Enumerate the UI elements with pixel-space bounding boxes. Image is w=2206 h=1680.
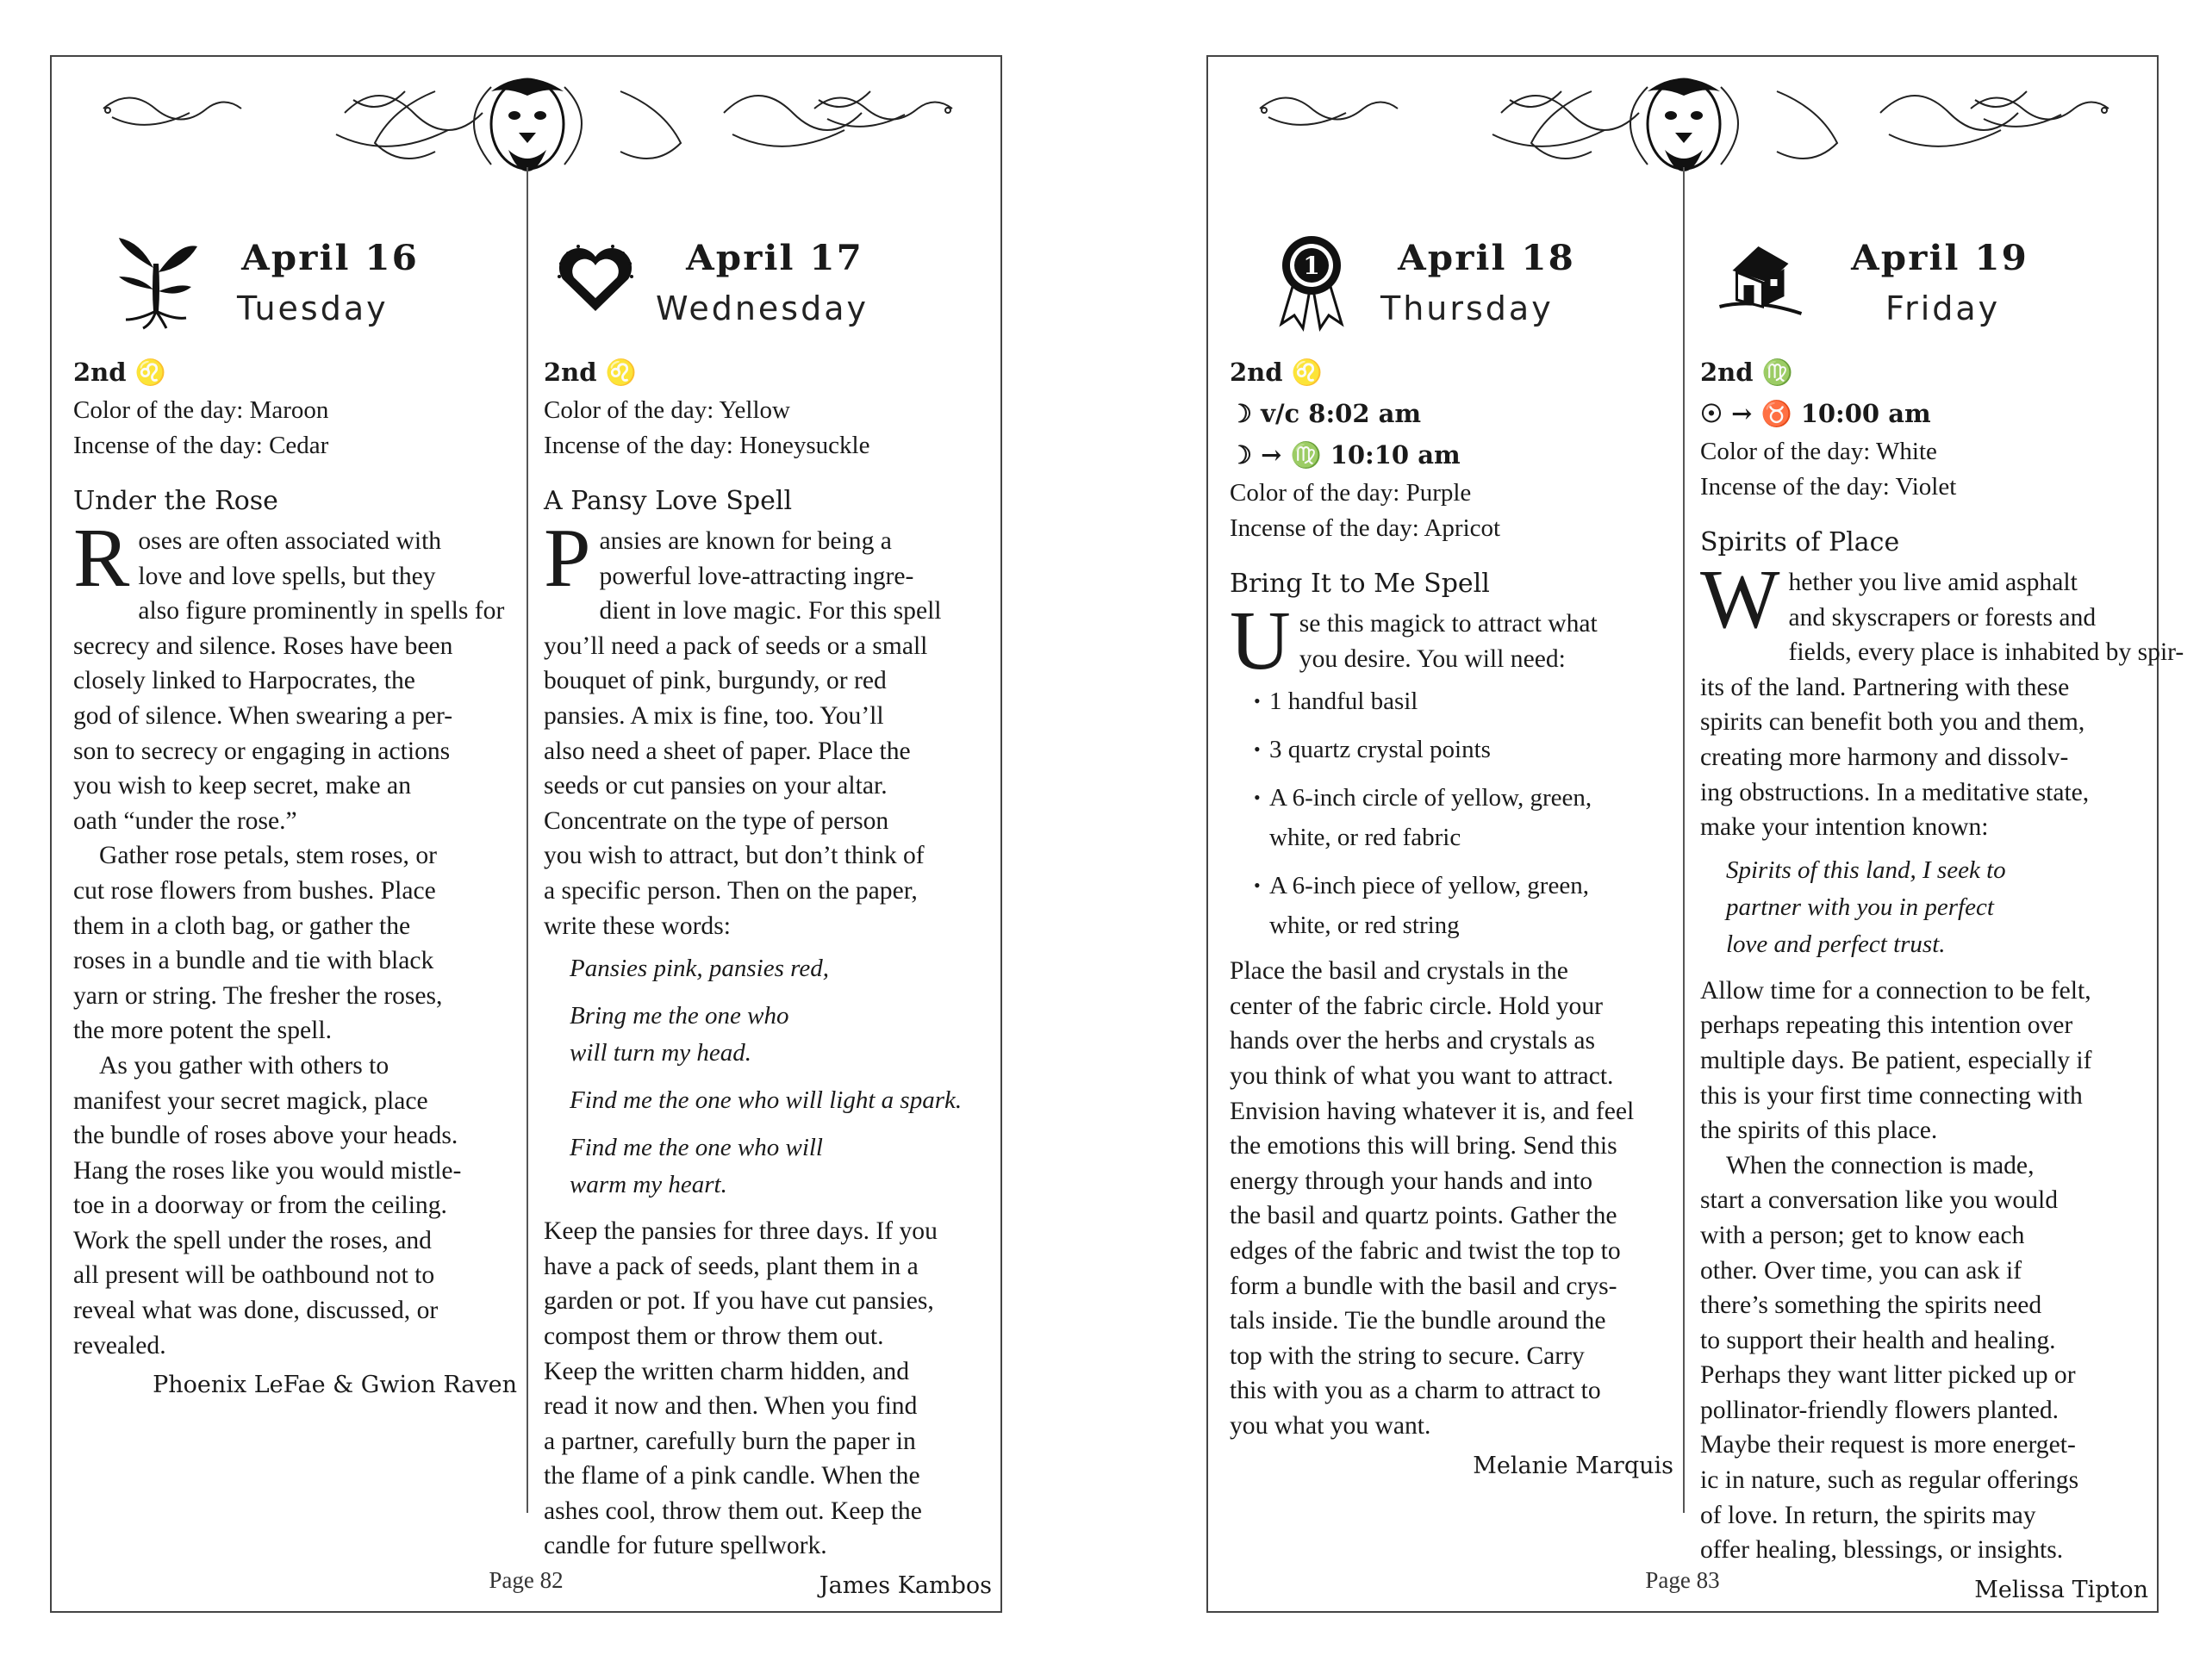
moon-phase: 2nd ♌	[544, 358, 637, 387]
day-header	[1700, 177, 2148, 352]
text-line: ing obstructions. In a meditative state,	[1700, 778, 2090, 806]
spell-body	[544, 512, 992, 943]
text-line: revealed.	[73, 1331, 166, 1360]
text-line: other. Over time, you can ask if	[1700, 1256, 2022, 1285]
text-line: this is your first time connecting with	[1700, 1081, 2083, 1110]
list-item-text: • A 6-inch piece of yellow, green,	[1269, 872, 1589, 900]
text-line: compost them or throw them out.	[544, 1322, 884, 1350]
text-line: Work the spell under the roses, and	[73, 1226, 432, 1254]
left-page	[50, 55, 1002, 1613]
text-line: you what you want.	[1230, 1411, 1431, 1440]
incense-of-day: Incense of the day: Apricot	[1230, 514, 1501, 542]
drop-cap: U	[1230, 594, 1291, 688]
spell-body-continued	[544, 1214, 992, 1564]
author-byline: Melanie Marquis	[1473, 1452, 1673, 1479]
text-line: Gather rose petals, stem roses, or	[99, 842, 438, 870]
text-line: also figure prominently in spells for	[138, 597, 505, 625]
text-line: garden or pot. If you have cut pansies,	[544, 1287, 934, 1316]
text-line: you wish to keep secret, make an	[73, 772, 411, 800]
text-line: Keep the pansies for three days. If you	[544, 1217, 938, 1246]
verse-line: Find me the one who will light a spark.	[570, 1086, 963, 1115]
list-item	[1254, 778, 1673, 857]
text-line: pansies. A mix is fine, too. You’ll	[544, 701, 884, 730]
text-line: read it now and then. When you find	[544, 1392, 918, 1421]
text-line: toe in a doorway or from the ceiling.	[73, 1192, 447, 1220]
verse-line: will turn my head.	[570, 1039, 752, 1067]
text-line: all present will be oathbound not to	[73, 1261, 435, 1290]
column-divider	[527, 167, 528, 1513]
text-line: ashes cool, throw them out. Keep the	[544, 1496, 922, 1525]
text-line: manifest your secret magick, place	[73, 1086, 428, 1115]
color-of-day: Color of the day: Maroon	[73, 396, 329, 424]
verse-line: Pansies pink, pansies red,	[570, 955, 829, 983]
list-item	[1254, 730, 1673, 769]
text-line: creating more harmony and dissolv-	[1700, 743, 2069, 771]
day-entry-april-18	[1230, 177, 1673, 1485]
text-line: the bundle of roses above your heads.	[73, 1122, 458, 1150]
text-line: bouquet of pink, burgundy, or red	[544, 667, 887, 695]
date-weekday: Wednesday	[656, 289, 869, 327]
text-line: ansies are known for being a	[599, 527, 892, 555]
text-line: a partner, carefully burn the paper in	[544, 1427, 916, 1455]
text-line: When the connection is made,	[1726, 1151, 2035, 1179]
text-line: seeds or cut pansies on your altar.	[544, 772, 888, 800]
text-line: hether you live amid asphalt	[1788, 569, 2078, 596]
verse-stanza	[570, 1082, 992, 1119]
moon-phase: 2nd ♌	[73, 358, 166, 387]
text-line: energy through your hands and into	[1230, 1167, 1593, 1195]
verse-stanza	[570, 950, 992, 987]
text-line: make your intention known:	[1700, 813, 1989, 842]
text-line: its of the land. Partnering with these	[1700, 673, 2070, 701]
text-line: them in a cloth bag, or gather the	[73, 912, 411, 940]
badge-number: 1	[1303, 252, 1320, 280]
text-line: perhaps repeating this intention over	[1700, 1011, 2073, 1040]
verse-stanza	[570, 1129, 992, 1204]
text-line: to support their health and healing.	[1700, 1326, 2056, 1354]
moon-void-of-course: ☽ v/c 8:02 am	[1230, 399, 1422, 428]
date-weekday: Thursday	[1380, 289, 1554, 327]
text-line: the spirits of this place.	[1700, 1117, 1938, 1145]
text-line: Concentrate on the type of person	[544, 806, 889, 835]
text-line: form a bundle with the basil and crys-	[1230, 1272, 1617, 1300]
date-month-day: April 17	[686, 238, 863, 278]
text-line: Envision having whatever it is, and feel	[1230, 1097, 1635, 1125]
color-of-day: Color of the day: White	[1700, 438, 1937, 465]
author-byline: Melissa Tipton	[1974, 1576, 2148, 1603]
sun-sign-change: ☉ → ♉ 10:00 am	[1700, 399, 1931, 428]
spell-body	[1700, 553, 2184, 845]
date-month-day: April 19	[1851, 238, 2028, 278]
text-line: god of silence. When swearing a per-	[73, 701, 453, 730]
verse-line: warm my heart.	[570, 1171, 727, 1199]
list-item-text: • 1 handful basil	[1269, 688, 1418, 716]
text-line: yarn or string. The fresher the roses,	[73, 981, 443, 1010]
drop-cap: P	[544, 512, 591, 605]
day-header	[1230, 177, 1673, 352]
incense-of-day: Incense of the day: Honeysuckle	[544, 432, 870, 459]
text-line: this with you as a charm to attract to	[1230, 1377, 1601, 1405]
color-of-day: Color of the day: Yellow	[544, 396, 790, 424]
day-entry-april-16	[73, 177, 517, 1404]
text-line: tals inside. Tie the bundle around the	[1230, 1307, 1606, 1335]
text-line: center of the fabric circle. Hold your	[1230, 992, 1604, 1020]
spell-title: A Pansy Love Spell	[544, 486, 793, 516]
text-line: se this magick to attract what	[1299, 610, 1598, 638]
day-entry-april-19	[1700, 177, 2184, 1609]
text-line: the more potent the spell.	[73, 1017, 332, 1045]
column-divider	[1683, 167, 1685, 1513]
spell-body-continued	[1700, 974, 2148, 1568]
text-line: start a conversation like you would	[1700, 1186, 2059, 1215]
verse-line: Spirits of this land, I seek to	[1726, 856, 2006, 884]
text-line: secrecy and silence. Roses have been	[73, 632, 453, 660]
verse-line: partner with you in perfect	[1726, 893, 1994, 921]
incense-of-day: Incense of the day: Cedar	[73, 432, 329, 459]
spell-title: Under the Rose	[73, 486, 278, 516]
text-line: Allow time for a connection to be felt,	[1700, 976, 2091, 1005]
date-weekday: Tuesday	[237, 289, 389, 327]
text-line: love and love spells, but they	[138, 562, 436, 590]
list-item	[1254, 866, 1673, 945]
text-line: Place the basil and crystals in the	[1230, 957, 1568, 986]
moon-phase: 2nd ♌	[1230, 358, 1323, 387]
text-line: you think of what you want to attract.	[1230, 1061, 1614, 1090]
heart-icon	[552, 229, 639, 333]
page-number: Page 82	[489, 1567, 564, 1593]
text-line: hands over the herbs and crystals as	[1230, 1027, 1596, 1055]
text-line: the emotions this will bring. Send this	[1230, 1132, 1617, 1160]
list-item	[1254, 681, 1673, 721]
text-line: Hang the roses like you would mistle-	[73, 1156, 462, 1185]
date-weekday: Friday	[1885, 289, 2001, 327]
author-byline: Phoenix LeFae & Gwion Raven	[153, 1372, 517, 1399]
text-line: oses are often associated with	[138, 527, 442, 555]
moon-sign-change: ☽ → ♍ 10:10 am	[1230, 440, 1461, 470]
text-line: cut rose flowers from bushes. Place	[73, 876, 436, 905]
text-line: with a person; get to know each	[1700, 1221, 2025, 1249]
incense-of-day: Incense of the day: Violet	[1700, 473, 1957, 501]
text-line: powerful love-attracting ingre-	[599, 562, 914, 590]
text-line: roses in a bundle and tie with black	[73, 947, 434, 975]
award-ribbon-icon	[1268, 229, 1355, 333]
list-item-text: white, or red fabric	[1269, 824, 1461, 852]
text-line: Keep the written charm hidden, and	[544, 1357, 910, 1385]
text-line: candle for future spellwork.	[544, 1532, 827, 1560]
text-line: reveal what was done, discussed, or	[73, 1297, 439, 1325]
page-number: Page 83	[1645, 1567, 1720, 1593]
verse-line: love and perfect trust.	[1726, 930, 1946, 958]
spell-verse	[1700, 852, 2148, 963]
list-item-text: white, or red string	[1269, 912, 1460, 940]
text-line: edges of the fabric and twist the top to	[1230, 1236, 1621, 1265]
spell-body-continued	[1230, 954, 1673, 1443]
verse-line: Bring me the one who	[570, 1002, 789, 1030]
text-line: ic in nature, such as regular offerings	[1700, 1466, 2079, 1495]
text-line: multiple days. Be patient, especially if	[1700, 1046, 2092, 1074]
text-line: closely linked to Harpocrates, the	[73, 667, 415, 695]
text-line: the flame of a pink candle. When the	[544, 1462, 920, 1490]
text-line: a specific person. Then on the paper,	[544, 876, 918, 905]
text-line: the basil and quartz points. Gather the	[1230, 1202, 1617, 1230]
spell-body	[1230, 594, 1673, 688]
color-of-day: Color of the day: Purple	[1230, 479, 1472, 507]
author-byline: James Kambos	[819, 1572, 992, 1600]
text-line: also need a sheet of paper. Place the	[544, 737, 911, 765]
spell-title: Bring It to Me Spell	[1230, 569, 1490, 599]
text-line: dient in love magic. For this spell	[599, 597, 942, 625]
text-line: spirits can benefit both you and them,	[1700, 708, 2085, 737]
text-line: pollinator-friendly flowers planted.	[1700, 1396, 2060, 1424]
text-line: you desire. You will need:	[1299, 644, 1566, 673]
drop-cap: W	[1700, 553, 1780, 646]
text-line: you’ll need a pack of seeds or a small	[544, 632, 928, 660]
day-header	[73, 177, 517, 352]
moon-phase: 2nd ♍	[1700, 358, 1793, 387]
spell-title: Spirits of Place	[1700, 527, 1900, 557]
text-line: and skyscrapers or forests and	[1788, 603, 2097, 632]
text-line: of love. In return, the spirits may	[1700, 1501, 2036, 1529]
house-icon	[1709, 229, 1808, 333]
text-line: As you gather with others to	[99, 1051, 389, 1080]
list-item-text: • 3 quartz crystal points	[1269, 736, 1491, 764]
text-line: there’s something the spirits need	[1700, 1291, 2042, 1320]
spell-verse	[544, 950, 992, 1204]
date-month-day: April 18	[1398, 238, 1575, 278]
sprout-icon	[112, 229, 198, 333]
text-line: Maybe their request is more energet-	[1700, 1431, 2076, 1459]
text-line: top with the string to secure. Carry	[1230, 1341, 1585, 1370]
text-line: oath “under the rose.”	[73, 806, 297, 835]
text-line: have a pack of seeds, plant them in a	[544, 1252, 919, 1280]
day-entry-april-17	[544, 177, 992, 1605]
drop-cap: R	[73, 512, 130, 605]
text-line: fields, every place is inhabited by spir-	[1788, 638, 2184, 667]
verse-stanza	[1726, 852, 2148, 963]
text-line: you wish to attract, but don’t think of	[544, 842, 925, 870]
ingredient-list	[1254, 681, 1673, 945]
text-line: offer healing, blessings, or insights.	[1700, 1536, 2064, 1565]
text-line: write these words:	[544, 912, 731, 940]
spell-body	[73, 512, 517, 1363]
list-item-text: • A 6-inch circle of yellow, green,	[1269, 784, 1592, 812]
verse-line: Find me the one who will	[570, 1134, 823, 1162]
day-header	[544, 177, 992, 352]
text-line: Perhaps they want litter picked up or	[1700, 1361, 2076, 1390]
right-page	[1206, 55, 2184, 1613]
date-month-day: April 16	[241, 238, 419, 278]
text-line: son to secrecy or engaging in actions	[73, 737, 451, 765]
verse-stanza	[570, 998, 992, 1072]
